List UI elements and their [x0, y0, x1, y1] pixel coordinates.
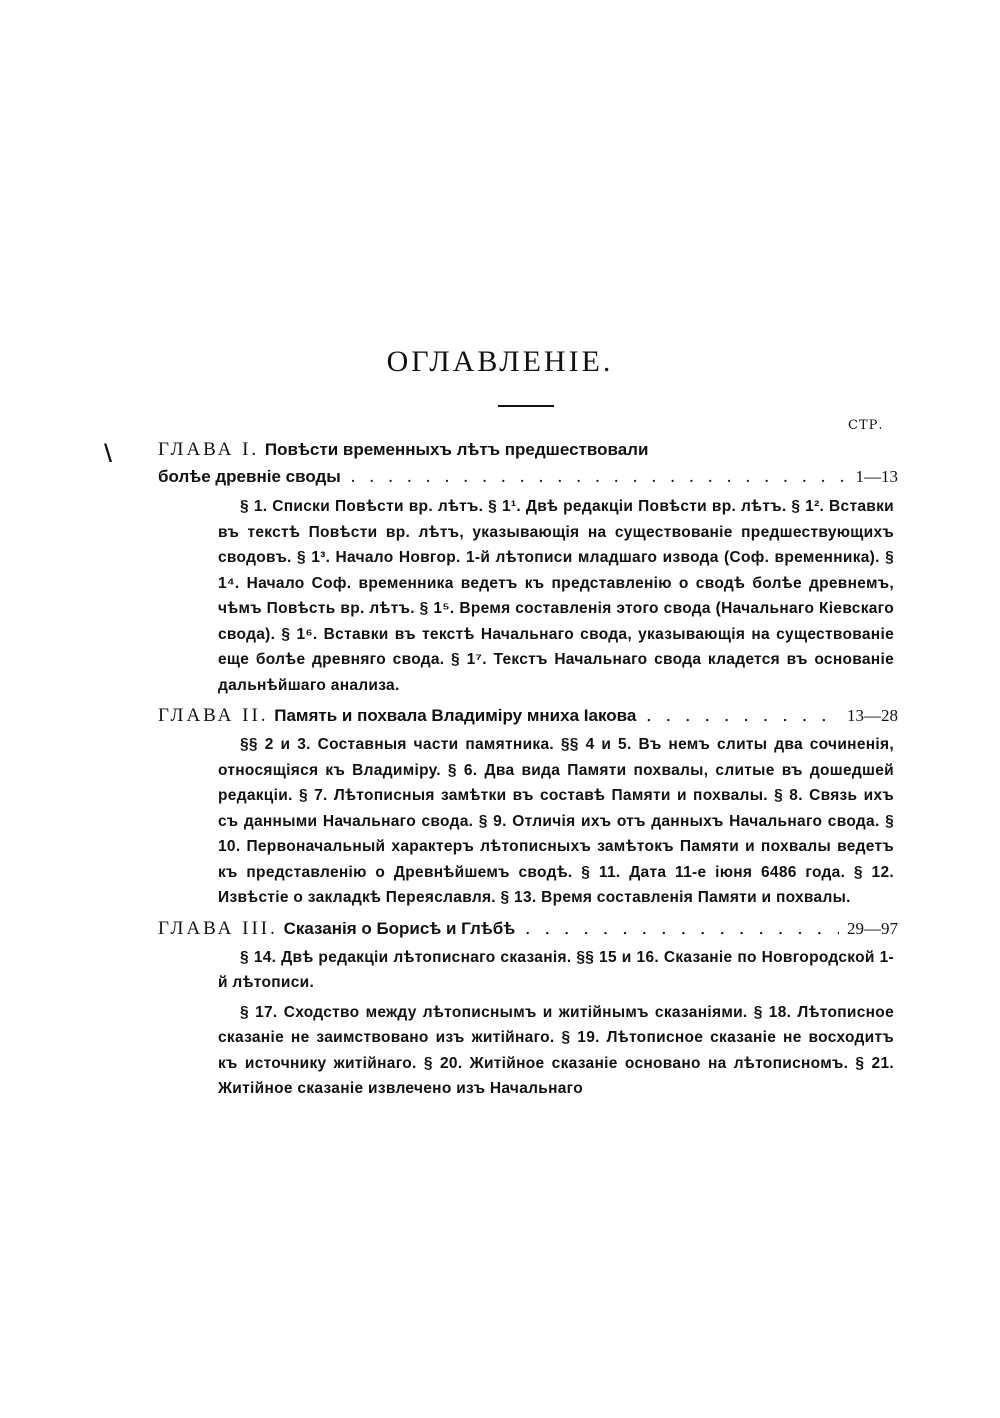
chapter-label: ГЛАВА II.	[158, 705, 269, 726]
page-column-header: СТР.	[848, 418, 884, 433]
chapter-pages: 13—28	[847, 706, 898, 725]
dot-leader	[636, 705, 839, 726]
chapter-heading-continued	[158, 463, 898, 491]
dot-leader	[341, 467, 848, 487]
dot-leader	[515, 918, 839, 939]
chapter-heading	[158, 436, 898, 463]
chapter-summary: §§ 2 и 3. Составныя части памятника. §§ 4 и 5. Въ немъ слиты два сочиненія, относящіяся къ Владиміру. § 6. Два вида Памяти похвалы, слитые въ дошедшей редакціи. § 7. Лѣтописныя замѣтки въ составѣ Памяти и похвалы. § 8. Связь ихъ съ данными Начальнаго свода. § 9. Отличія ихъ отъ данныхъ Начальнаго свода. § 10. Первоначальный характеръ лѣтописныхъ замѣтокъ Памяти и похвалы ведетъ къ представленію о Древнѣйшемъ сводѣ. § 11. Дата 11-е іюня 6486 года. § 12. Извѣстіе о закладкѣ Переяславля. § 13. Время составленія Памяти и похвалы.	[218, 736, 894, 906]
chapter-label: ГЛАВА III.	[158, 917, 278, 939]
chapter-title: Повѣсти временныхъ лѣтъ предшествовали	[264, 440, 649, 459]
chapter-title: Память и похвала Владиміру мниха Іакова	[274, 706, 637, 725]
page-title: ОГЛАВЛЕНІЕ.	[386, 345, 614, 378]
chapter-pages: 1—13	[855, 467, 898, 486]
chapter-title: Сказанія о Борисѣ и Глѣбѣ	[283, 918, 516, 938]
chapter-entry-2	[158, 702, 898, 911]
table-of-contents	[158, 436, 898, 1106]
chapter-label: ГЛАВА I.	[158, 439, 260, 460]
chapter-heading	[158, 915, 898, 942]
chapter-entry-3	[158, 915, 898, 1102]
chapter-entry-1	[158, 436, 898, 698]
chapter-summary: § 1. Списки Повѣсти вр. лѣтъ. § 1¹. Двѣ редакціи Повѣсти вр. лѣтъ. § 1². Вставки въ текстѣ Повѣсти вр. лѣтъ, указывающія на существованіе предшествующихъ сводовъ. § 1³. Начало Новгор. 1-й лѣтописи младшаго извода (Соф. временника). § 1⁴. Начало Соф. временника ведетъ къ представленію о сводѣ болѣе древнемъ, чѣмъ Повѣсть вр. лѣтъ. § 1⁵. Время составленія этого свода (Начальнаго Кіевскаго свода). § 1⁶. Вставки въ текстѣ Начальнаго свода, указывающія на существованіе еще болѣе древняго свода. § 1⁷. Текстъ Начальнаго свода кладется въ основаніе дальнѣйшаго анализа.	[218, 498, 894, 694]
chapter-heading	[158, 702, 898, 729]
title-divider	[498, 405, 554, 407]
chapter-summary: § 14. Двѣ редакціи лѣтописнаго сказанія. §§ 15 и 16. Сказаніе по Новгородской 1-й лѣтописи.	[218, 948, 894, 991]
chapter-summary: § 17. Сходство между лѣтописнымъ и житійнымъ сказаніями. § 18. Лѣтописное сказаніе не заимствовано изъ житійнаго. § 19. Лѣтописное сказаніе не восходитъ къ источнику житійнаго. § 20. Житійное сказаніе основано на лѣтописномъ. § 21. Житійное сказаніе извлечено изъ Начальнаго	[218, 1003, 894, 1097]
chapter-title-continued: болѣе древніе своды	[158, 467, 341, 486]
chapter-pages: 29—97	[847, 918, 898, 938]
margin-mark: \	[104, 440, 113, 466]
